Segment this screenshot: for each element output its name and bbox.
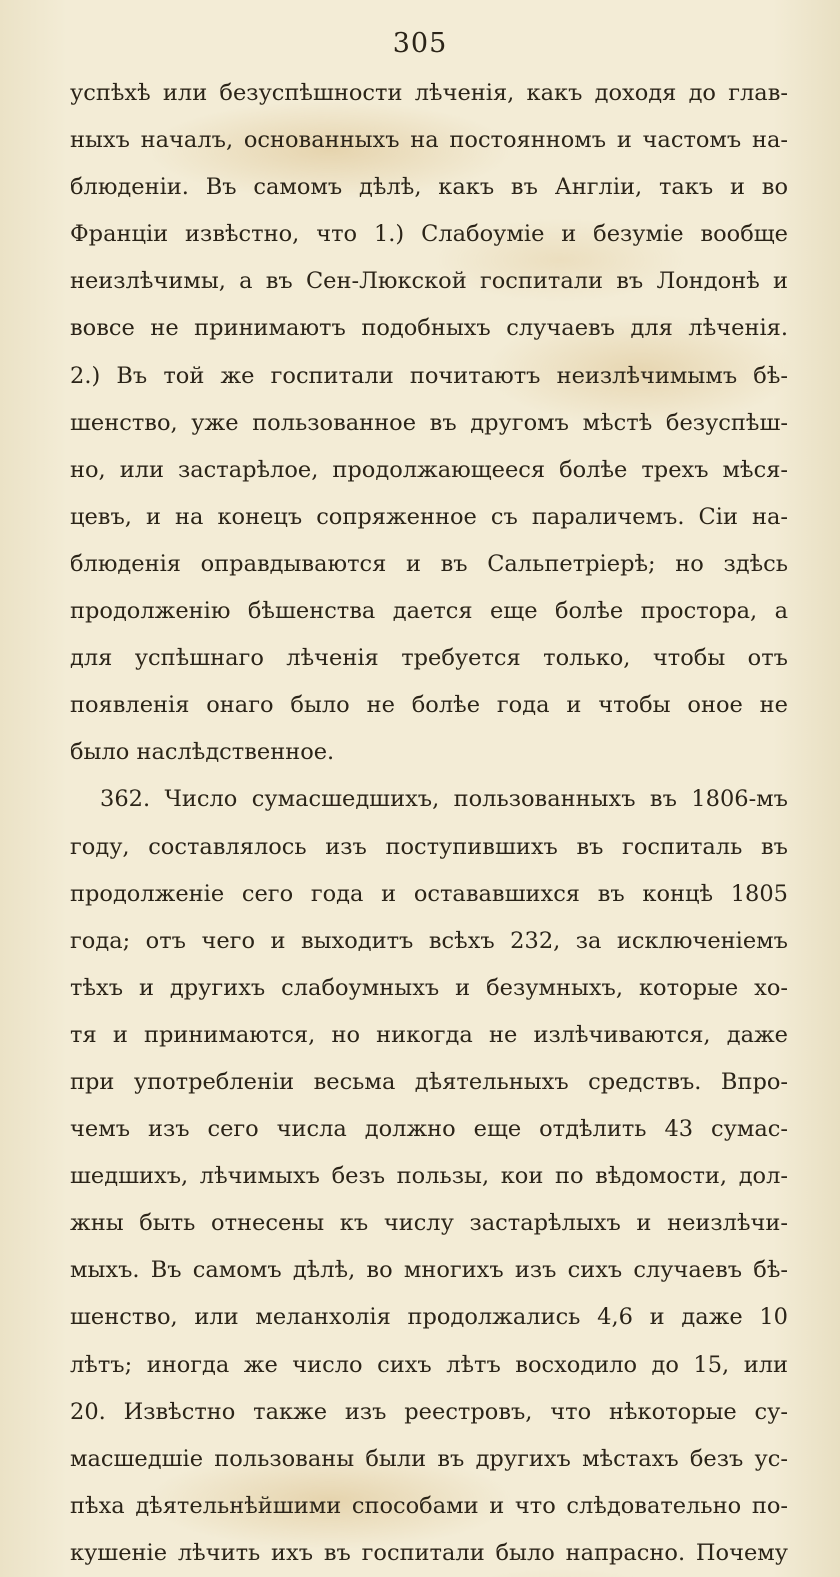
paragraph-end-line: было наслѣдственное. [70,739,335,766]
text-line: неизлѣчимы, а въ Сен-Люкской госпитали въ Лондонѣ и [70,268,788,295]
text-line: кушеніе лѣчить ихъ въ госпитали было напрасно. Почему [70,1539,788,1566]
text-line: появленія онаго было не болѣе года и чтобы оное не [70,692,788,719]
text-line: при употребленіи весьма дѣятельныхъ средствъ. Впро- [70,1068,788,1095]
text-line: мыхъ. Въ самомъ дѣлѣ, во многихъ изъ сихъ случаевъ бѣ- [70,1257,788,1284]
text-line: Франціи извѣстно, что 1.) Слабоуміе и безуміе вообще [70,221,788,248]
text-line: ныхъ началъ, основанныхъ на постоянномъ и частомъ на- [70,127,788,154]
text-line: блюденіи. Въ самомъ дѣлѣ, какъ въ Англіи, такъ и во [70,174,788,201]
page-number: 305 [392,28,448,59]
body-text [70,70,788,1577]
text-line: пѣха дѣятельнѣйшими способами и что слѣдовательно по- [70,1492,788,1519]
text-line: блюденія оправдываются и въ Сальпетріерѣ; но здѣсь [70,550,788,577]
text-line: года; отъ чего и выходитъ всѣхъ 232, за исключеніемъ [70,927,788,954]
text-line: 2.) Въ той же госпитали почитаютъ неизлѣчимымъ бѣ- [70,362,788,389]
text-line: жны быть отнесены къ числу застарѣлыхъ и неизлѣчи- [70,1210,788,1237]
text-line: масшедшіе пользованы были въ другихъ мѣстахъ безъ ус- [70,1445,788,1472]
text-line: шенство, уже пользованное въ другомъ мѣстѣ безуспѣш- [70,409,788,436]
text-line: чемъ изъ сего числа должно еще отдѣлить 43 сумас- [70,1116,788,1143]
text-line: успѣхѣ или безуспѣшности лѣченія, какъ доходя до глав- [70,80,788,106]
text-line: продолженію бѣшенства дается еще болѣе простора, а [70,598,788,625]
paragraph-start-line: 362. Число сумасшедшихъ, пользованныхъ въ 1806-мъ [100,786,788,813]
text-line: для успѣшнаго лѣченія требуется только, чтобы отъ [70,645,788,672]
text-line: 20. Извѣстно также изъ реестровъ, что нѣкоторые су- [70,1398,788,1425]
text-line: но, или застарѣлое, продолжающееся болѣе трехъ мѣся- [70,456,788,483]
text-line: шедшихъ, лѣчимыхъ безъ пользы, кои по вѣдомости, дол- [70,1163,788,1190]
text-line: году, составлялось изъ поступившихъ въ госпиталь въ [70,833,788,860]
text-line: лѣтъ; иногда же число сихъ лѣтъ восходило до 15, или [70,1351,788,1378]
text-line: тѣхъ и другихъ слабоумныхъ и безумныхъ, которые хо- [70,974,788,1001]
text-line: тя и принимаются, но никогда не излѣчиваются, даже [70,1021,788,1048]
text-line: цевъ, и на конецъ сопряженное съ параличемъ. Сіи на- [70,503,788,530]
text-line: продолженіе сего года и остававшихся въ концѣ 1805 [70,880,788,907]
text-line: шенство, или меланхолія продолжались 4,6 и даже 10 [70,1304,788,1331]
text-line: вовсе не принимаютъ подобныхъ случаевъ для лѣченія. [70,315,788,342]
